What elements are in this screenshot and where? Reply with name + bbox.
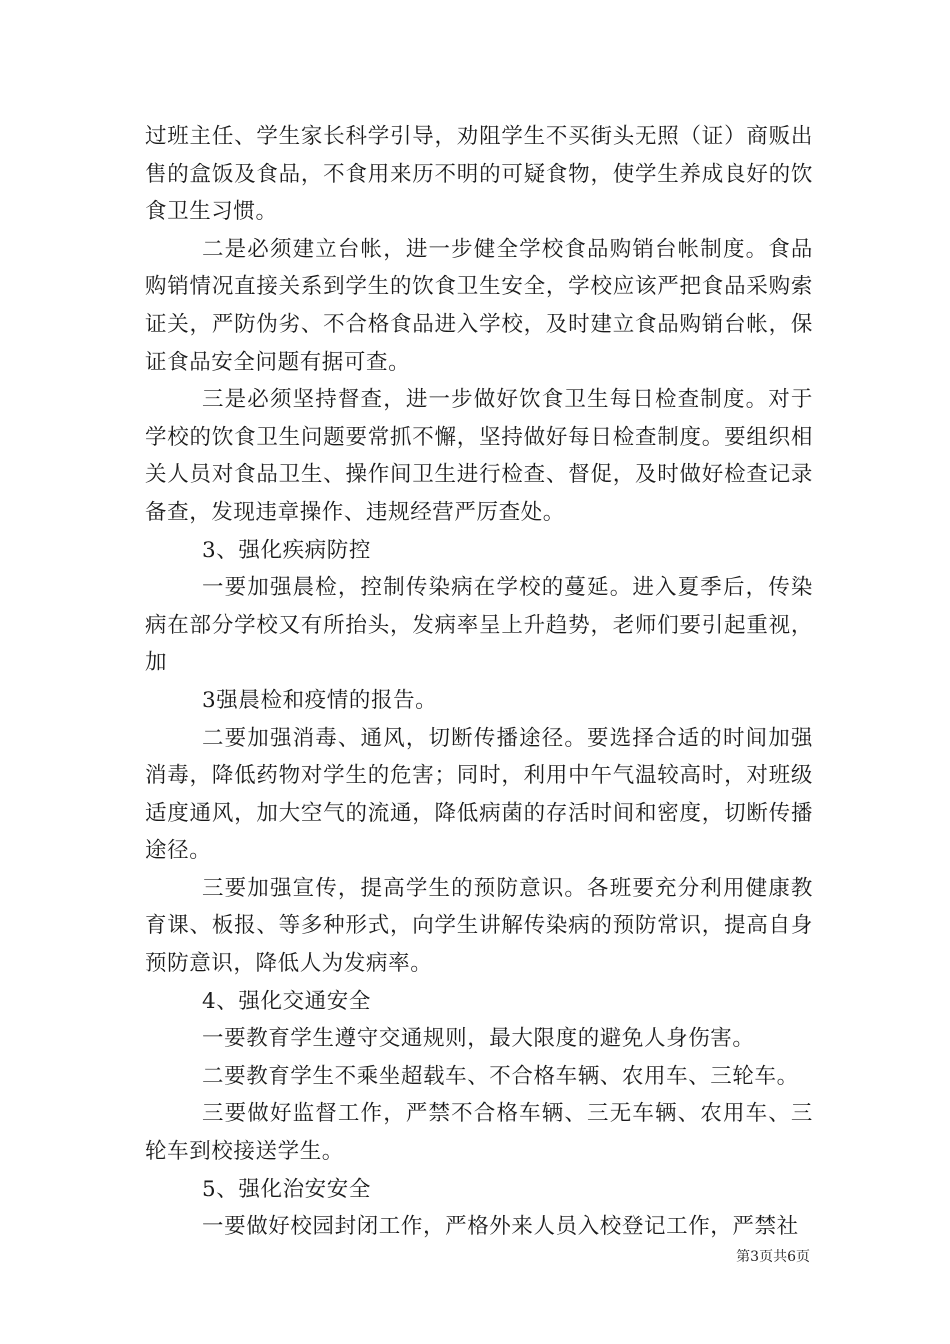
paragraph: 3强晨检和疫情的报告。 [202, 687, 438, 713]
paragraph: 三是必须坚持督查，进一步做好饮食卫生每日检查制度。对于学校的饮食卫生问题要常抓不懈，坚持做好每日检查制度。要组织相关人员对食品卫生、操作间卫生进行检查、督促，及时做好检查记录备查，发现违章操作、违规经营严厉查处。 [145, 387, 813, 525]
section-heading: 4、强化交通安全 [202, 988, 371, 1014]
document-body [145, 118, 813, 1246]
section-heading: 5、强化治安安全 [202, 1176, 371, 1202]
paragraph: 三要加强宣传，提高学生的预防意识。各班要充分利用健康教育课、板报、等多种形式，向学生讲解传染病的预防常识，提高自身预防意识，降低人为发病率。 [145, 875, 813, 977]
paragraph: 二要加强消毒、通风，切断传播途径。要选择合适的时间加强消毒，降低药物对学生的危害；同时，利用中午气温较高时，对班级适度通风，加大空气的流通，降低病菌的存活时间和密度，切断传播途径。 [145, 725, 813, 864]
paragraph: 一要加强晨检，控制传染病在学校的蔓延。进入夏季后，传染病在部分学校又有所抬头，发病率呈上升趋势，老师们要引起重视，加 [145, 575, 813, 676]
section-heading: 3、强化疾病防控 [202, 537, 371, 563]
paragraph: 二要教育学生不乘坐超载车、不合格车辆、农用车、三轮车。 [202, 1063, 799, 1089]
paragraph: 过班主任、学生家长科学引导，劝阻学生不买街头无照（证）商贩出售的盒饭及食品，不食用来历不明的可疑食物，使学生养成良好的饮食卫生习惯。 [145, 124, 813, 225]
paragraph: 一要做好校园封闭工作，严格外来人员入校登记工作，严禁社 [202, 1214, 799, 1240]
paragraph: 二是必须建立台帐，进一步健全学校食品购销台帐制度。食品购销情况直接关系到学生的饮食卫生安全，学校应该严把食品采购索证关，严防伪劣、不合格食品进入学校，及时建立食品购销台帐，保证食品安全问题有据可查。 [145, 236, 813, 375]
paragraph: 一要教育学生遵守交通规则，最大限度的避免人身伤害。 [202, 1026, 755, 1052]
page-number: 第3页共6页 [736, 1249, 810, 1265]
paragraph: 三要做好监督工作，严禁不合格车辆、三无车辆、农用车、三轮车到校接送学生。 [145, 1101, 813, 1165]
